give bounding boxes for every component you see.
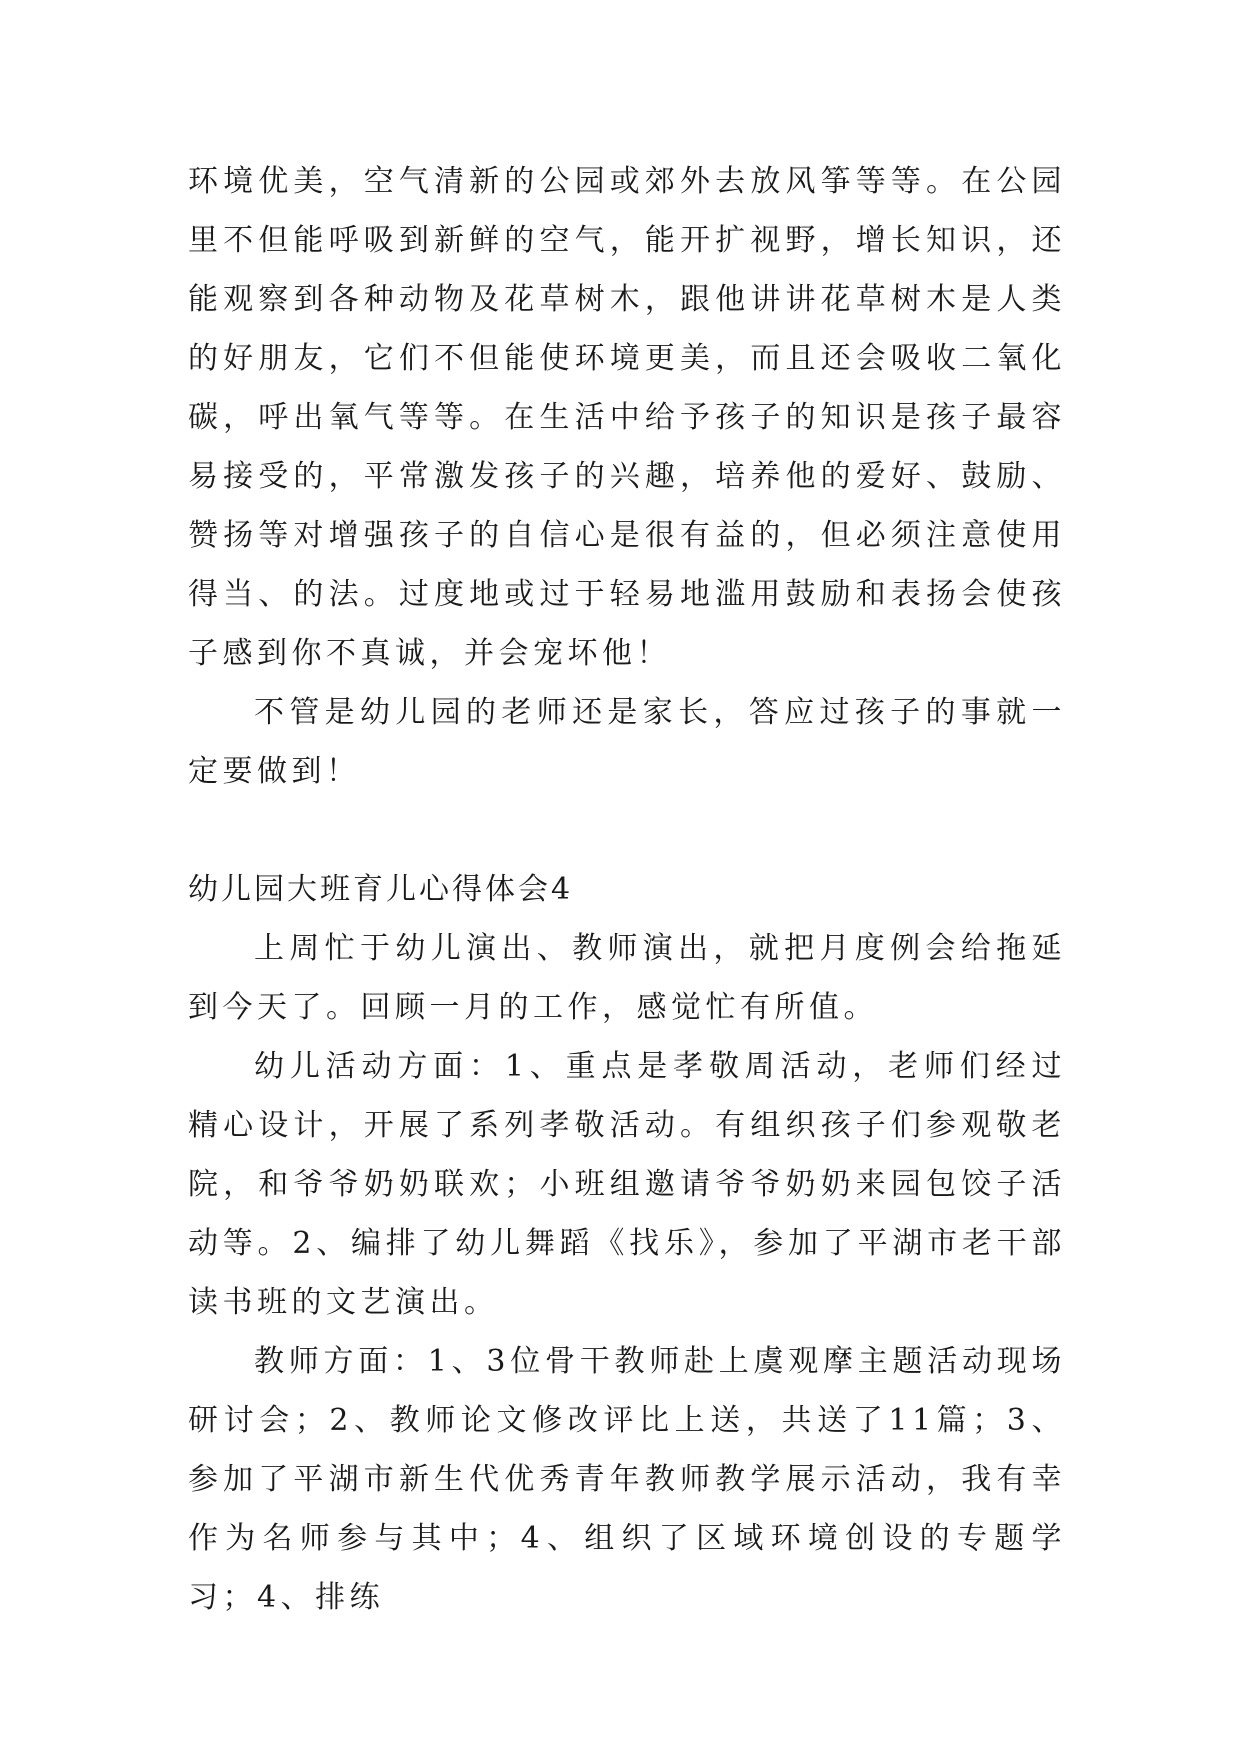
paragraph-continuation: 环境优美，空气清新的公园或郊外去放风筝等等。在公园里不但能呼吸到新鲜的空气，能开扩视野，增长知识，还能观察到各种动物及花草树木，跟他讲讲花草树木是人类的好朋友，它们不但能使环境更美，而且还会吸收二氧化碳，呼出氧气等等。在生活中给予孩子的知识是孩子最容易接受的，平常激发孩子的兴趣，培养他的爱好、鼓励、赞扬等对增强孩子的自信心是很有益的，但必须注意使用得当、的法。过度地或过于轻易地滥用鼓励和表扬会使孩子感到你不真诚，并会宠坏他！ — [188, 164, 1066, 671]
paragraph-promise: 不管是幼儿园的老师还是家长，答应过孩子的事就一定要做到！ — [188, 695, 1066, 789]
document-body — [188, 152, 1066, 1627]
section-title: 幼儿园大班育儿心得体会4 — [188, 872, 574, 907]
paragraph-child-activities: 幼儿活动方面：1、重点是孝敬周活动，老师们经过精心设计，开展了系列孝敬活动。有组织孩子们参观敬老院，和爷爷奶奶联欢；小班组邀请爷爷奶奶来园包饺子活动等。2、编排了幼儿舞蹈《找乐》，参加了平湖市老干部读书班的文艺演出。 — [188, 1049, 1066, 1320]
paragraph-intro: 上周忙于幼儿演出、教师演出，就把月度例会给拖延到今天了。回顾一月的工作，感觉忙有所值。 — [188, 931, 1066, 1025]
paragraph-teacher-activities: 教师方面：1、3位骨干教师赴上虞观摩主题活动现场研讨会；2、教师论文修改评比上送，共送了11篇；3、参加了平湖市新生代优秀青年教师教学展示活动，我有幸作为名师参与其中；4、组织了区域环境创设的专题学习；4、排练 — [188, 1344, 1066, 1615]
